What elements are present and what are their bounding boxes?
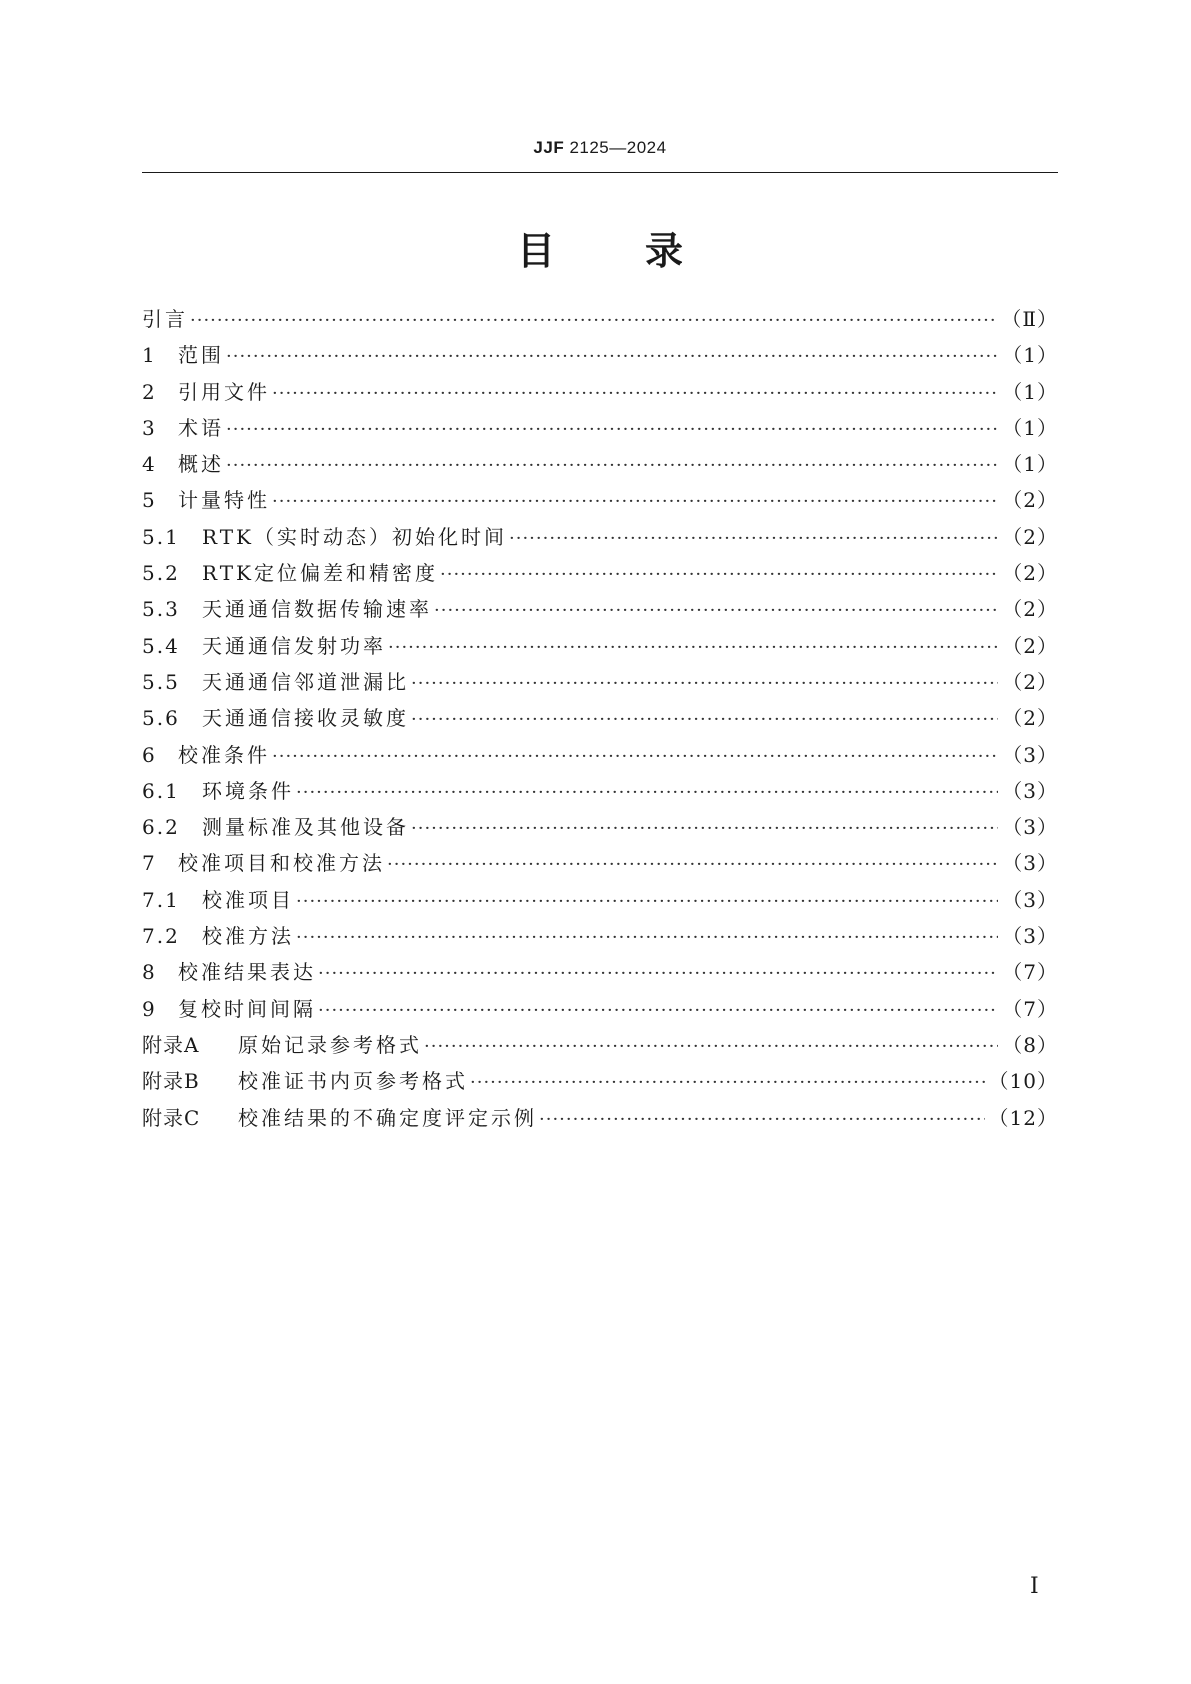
- toc-entry-number: 4: [142, 452, 157, 477]
- toc-entry-label: 天通通信接收灵敏度: [202, 706, 409, 731]
- toc-entry-number: 附录B: [142, 1069, 200, 1094]
- toc-entry[interactable]: [142, 809, 1058, 845]
- toc-entry[interactable]: [142, 918, 1058, 954]
- toc-entry-number: 6.2: [142, 815, 180, 840]
- toc-entry[interactable]: [142, 374, 1058, 410]
- toc-entry-number: 1: [142, 343, 157, 368]
- toc-entry-number: 3: [142, 415, 157, 440]
- toc-entry-number: 附录C: [142, 1105, 201, 1130]
- toc-entry-label: 校准条件: [178, 742, 270, 767]
- toc-leader-dots: [272, 376, 998, 412]
- toc-entry[interactable]: [142, 700, 1058, 736]
- toc-entry-label: 天通通信数据传输速率: [202, 597, 432, 622]
- toc-entry-page: （3）: [1002, 924, 1058, 949]
- toc-entry[interactable]: [142, 954, 1058, 990]
- toc-leader-dots: [296, 920, 998, 956]
- toc-entry-page: （7）: [1002, 996, 1058, 1021]
- toc-entry-label: 范围: [178, 343, 224, 368]
- toc-entry-label: 校准项目和校准方法: [178, 851, 385, 876]
- page-number: Ⅰ: [1030, 1574, 1039, 1599]
- toc-entry-page: （3）: [1002, 778, 1058, 803]
- toc-entry[interactable]: [142, 1027, 1058, 1063]
- toc-leader-dots: [190, 303, 997, 339]
- toc-entry-page: （2）: [1002, 561, 1058, 586]
- toc-leader-dots: [440, 557, 998, 593]
- toc-leader-dots: [424, 1029, 998, 1065]
- toc-entry[interactable]: [142, 628, 1058, 664]
- toc-leader-dots: [272, 484, 998, 520]
- standard-code: JJF: [533, 138, 565, 157]
- toc-leader-dots: [411, 666, 998, 702]
- toc-leader-dots: [226, 448, 998, 484]
- toc-entry-label: 原始记录参考格式: [238, 1032, 422, 1057]
- toc-entry-number: 5.2: [142, 561, 180, 586]
- toc-entry-page: （Ⅱ）: [1001, 307, 1058, 331]
- toc-entry-page: （1）: [1002, 379, 1058, 404]
- toc-entry-number: 7: [142, 851, 157, 876]
- toc-entry[interactable]: [142, 519, 1058, 555]
- toc-entry-page: （1）: [1002, 452, 1058, 477]
- toc-leader-dots: [388, 630, 998, 666]
- toc-entry-number: 5.3: [142, 597, 180, 622]
- toc-entry[interactable]: [142, 773, 1058, 809]
- toc-entry[interactable]: [142, 737, 1058, 773]
- toc-entry-number: 5: [142, 488, 157, 513]
- toc-entry-number: 5.1: [142, 524, 180, 549]
- toc-entry-label: 复校时间间隔: [178, 996, 316, 1021]
- toc-entry-page: （3）: [1002, 815, 1058, 840]
- toc-entry-page: （2）: [1002, 488, 1058, 513]
- toc-entry-label: 引用文件: [178, 379, 270, 404]
- toc-entry-label: 术语: [178, 415, 224, 440]
- toc-entry-page: （10）: [988, 1069, 1058, 1094]
- toc-entry-page: （2）: [1002, 669, 1058, 694]
- table-of-contents: [142, 301, 1058, 1136]
- toc-entry-page: （2）: [1002, 633, 1058, 658]
- toc-entry-page: （3）: [1002, 851, 1058, 876]
- toc-entry-label: 校准结果表达: [178, 960, 316, 985]
- toc-entry-label: 天通通信发射功率: [202, 633, 386, 658]
- toc-entry-page: （8）: [1002, 1032, 1058, 1057]
- toc-entry-page: （2）: [1002, 524, 1058, 549]
- toc-leader-dots: [434, 593, 998, 629]
- toc-entry-page: （3）: [1002, 887, 1058, 912]
- toc-entry[interactable]: [142, 1100, 1058, 1136]
- toc-entry-label: RTK（实时动态）初始化时间: [202, 524, 507, 549]
- toc-leader-dots: [296, 775, 998, 811]
- toc-leader-dots: [539, 1102, 985, 1138]
- toc-entry[interactable]: [142, 591, 1058, 627]
- toc-leader-dots: [411, 702, 998, 738]
- toc-entry-page: （7）: [1002, 960, 1058, 985]
- toc-entry-label: 测量标准及其他设备: [202, 815, 409, 840]
- toc-entry-number: 附录A: [142, 1032, 200, 1057]
- toc-leader-dots: [470, 1065, 985, 1101]
- toc-leader-dots: [318, 956, 998, 992]
- header-rule: [142, 172, 1058, 173]
- page-title: 目录: [516, 229, 773, 273]
- toc-entry[interactable]: [142, 410, 1058, 446]
- toc-entry-page: （1）: [1002, 343, 1058, 368]
- toc-entry-number: 6.1: [142, 778, 180, 803]
- toc-entry[interactable]: [142, 1063, 1058, 1099]
- toc-entry-label: 校准证书内页参考格式: [238, 1069, 468, 1094]
- running-header: [142, 138, 1058, 158]
- toc-entry-label: 计量特性: [178, 488, 270, 513]
- toc-entry[interactable]: [142, 991, 1058, 1027]
- toc-entry-label: 校准结果的不确定度评定示例: [238, 1105, 537, 1130]
- toc-entry-label: 概述: [178, 452, 224, 477]
- toc-entry[interactable]: [142, 845, 1058, 881]
- toc-entry[interactable]: [142, 446, 1058, 482]
- toc-entry-page: （3）: [1002, 742, 1058, 767]
- standard-number: 2125—2024: [569, 138, 667, 157]
- toc-leader-dots: [272, 739, 998, 775]
- toc-entry-page: （12）: [988, 1105, 1058, 1130]
- toc-leader-dots: [509, 521, 998, 557]
- toc-leader-dots: [226, 339, 998, 375]
- toc-entry-page: （2）: [1002, 706, 1058, 731]
- toc-leader-dots: [226, 412, 998, 448]
- toc-leader-dots: [387, 847, 998, 883]
- toc-leader-dots: [318, 993, 998, 1029]
- toc-leader-dots: [411, 811, 998, 847]
- toc-entry-number: 8: [142, 960, 157, 985]
- toc-entry-label: 引言: [142, 307, 188, 331]
- toc-entry-label: 校准方法: [202, 924, 294, 949]
- toc-entry[interactable]: [142, 482, 1058, 518]
- toc-entry-number: 5.5: [142, 669, 180, 694]
- toc-entry-number: 7.2: [142, 924, 180, 949]
- toc-entry-number: 6: [142, 742, 157, 767]
- toc-entry-number: 5.4: [142, 633, 180, 658]
- toc-entry-label: RTK定位偏差和精密度: [202, 561, 438, 586]
- toc-entry-page: （2）: [1002, 597, 1058, 622]
- toc-entry[interactable]: [142, 337, 1058, 373]
- toc-entry-page: （1）: [1002, 415, 1058, 440]
- toc-entry[interactable]: [142, 882, 1058, 918]
- toc-entry[interactable]: [142, 664, 1058, 700]
- toc-entry-label: 天通通信邻道泄漏比: [202, 669, 409, 694]
- toc-entry[interactable]: [142, 555, 1058, 591]
- toc-entry-number: 7.1: [142, 887, 180, 912]
- toc-entry-label: 环境条件: [202, 778, 294, 803]
- toc-entry-number: 5.6: [142, 706, 180, 731]
- toc-entry[interactable]: [142, 301, 1058, 337]
- toc-leader-dots: [296, 884, 998, 920]
- toc-entry-label: 校准项目: [202, 887, 294, 912]
- toc-entry-number: 9: [142, 996, 157, 1021]
- toc-entry-number: 2: [142, 379, 157, 404]
